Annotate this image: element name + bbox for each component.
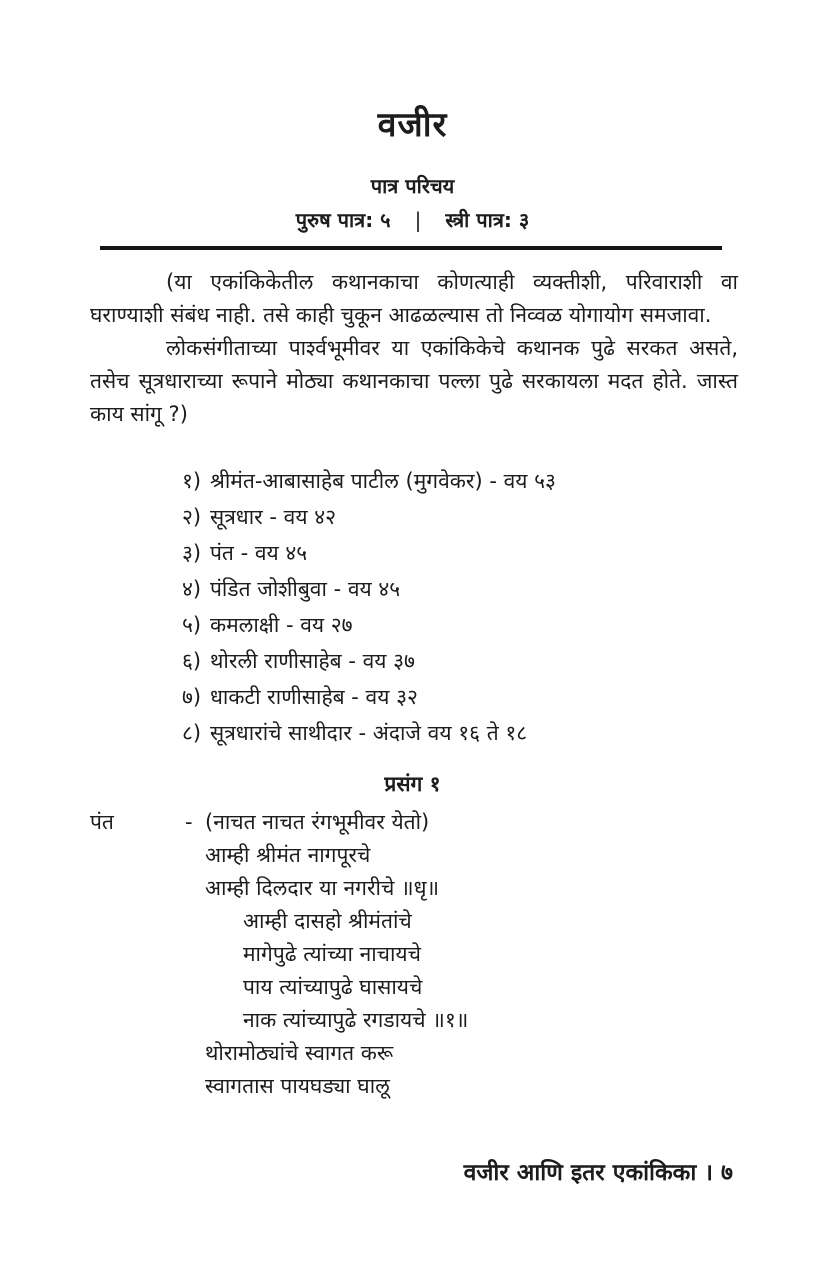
verse-line: आम्ही दासहो श्रीमंतांचे [243, 909, 412, 933]
dialogue-line [90, 806, 770, 839]
speaker-name: पंत [90, 810, 114, 834]
character-item [182, 607, 742, 643]
character-number: ८) [182, 721, 202, 745]
character-text: पंत - वय ४५ [210, 541, 308, 565]
dialogue-block [90, 806, 770, 1103]
character-item [182, 679, 742, 715]
character-number: ६) [182, 649, 202, 673]
character-number: २) [182, 505, 202, 529]
female-cast-count: स्त्री पात्र: ३ [445, 208, 530, 232]
verse-line: नाक त्यांच्यापुढे रगडायचे ॥१॥ [243, 1008, 469, 1032]
character-item [182, 643, 742, 679]
intro-paragraph: (या एकांकिकेतील कथानकाचा कोणत्याही व्यक्तीशी, परिवाराशी वा घराण्याशी संबंध नाही. तसे काही चुकून आढळल्यास तो निव्वळ योगायोग समजावा. [90, 270, 738, 327]
character-text: सूत्रधार - वय ४२ [210, 505, 337, 529]
cast-summary-separator: | [414, 208, 422, 232]
verse-line: मागेपुढे त्यांच्या नाचायचे [243, 942, 421, 966]
scene-heading: प्रसंग १ [384, 772, 441, 796]
verse-line: आम्ही श्रीमंत नागपूरचे [205, 843, 371, 867]
character-list [182, 463, 742, 751]
intro-paragraph: लोकसंगीताच्या पार्श्वभूमीवर या एकांकिकेचे कथानक पुढे सरकत असते, तसेच सूत्रधाराच्या रूपाने मोठ्या कथानकाचा पल्ला पुढे सरकायला मदत होते. जास्त काय सांगू ?) [90, 336, 738, 426]
verse-line: थोरामोठ्यांचे स्वागत करू [205, 1041, 394, 1065]
intro-note [90, 266, 738, 431]
cast-summary [0, 206, 825, 233]
verse-line: पाय त्यांच्यापुढे घासायचे [243, 975, 423, 999]
character-text: थोरली राणीसाहेब - वय ३७ [210, 649, 415, 673]
speaker-dash: - [185, 810, 193, 834]
verse-line: आम्ही दिलदार या नगरीचे ॥धृ॥ [205, 876, 440, 900]
character-item [182, 571, 742, 607]
character-number: ३) [182, 541, 202, 565]
character-number: ७) [182, 685, 202, 709]
character-item [182, 499, 742, 535]
character-item [182, 715, 742, 751]
character-text: सूत्रधारांचे साथीदार - अंदाजे वय १६ ते १८ [210, 721, 528, 745]
header-divider-rule [100, 246, 722, 250]
male-cast-count: पुरुष पात्र: ५ [295, 208, 391, 232]
character-item [182, 463, 742, 499]
character-item [182, 535, 742, 571]
character-number: १) [182, 469, 202, 493]
character-text: धाकटी राणीसाहेब - वय ३२ [210, 685, 418, 709]
character-number: ५) [182, 613, 202, 637]
character-text: श्रीमंत-आबासाहेब पाटील (मुगवेकर) - वय ५३ [210, 469, 556, 493]
verse-line: स्वागतास पायघड्या घालू [205, 1074, 390, 1098]
page-title: वजीर [377, 105, 448, 145]
footer-book-title-page-number: वजीर आणि इतर एकांकिका । ७ [463, 1160, 733, 1186]
character-text: पंडित जोशीबुवा - वय ४५ [210, 577, 401, 601]
stage-direction: (नाचत नाचत रंगभूमीवर येतो) [205, 810, 430, 834]
cast-section-heading: पात्र परिचय [370, 174, 455, 198]
character-text: कमलाक्षी - वय २७ [210, 613, 353, 637]
character-number: ४) [182, 577, 202, 601]
